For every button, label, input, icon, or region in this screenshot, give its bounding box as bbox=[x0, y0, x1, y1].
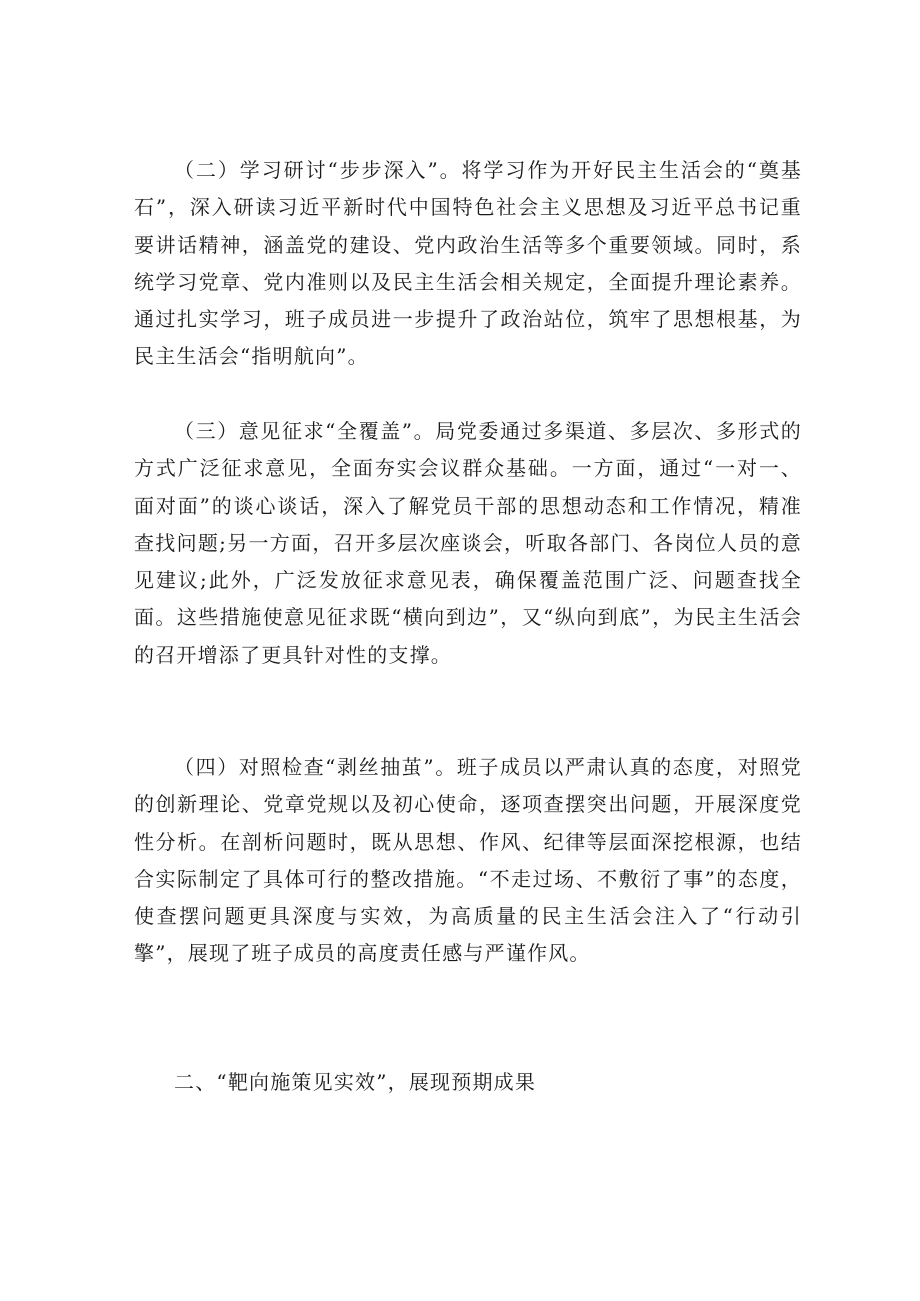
paragraph-study-research: （二）学习研讨“步步深入”。将学习作为开好民主生活会的“奠基石”，深入研读习近平新时代中国特色社会主义思想及习近平总书记重要讲话精神，涵盖党的建设、党内政治生活等多个重要领域。同时，系统学习党章、党内准则以及民主生活会相关规定，全面提升理论素养。通过扎实学习，班子成员进一步提升了政治站位，筑牢了思想根基，为民主生活会“指明航向”。 bbox=[134, 158, 802, 369]
section-heading: 二、“靶向施策见实效”，展现预期成果 bbox=[174, 1070, 537, 1094]
paragraph-opinion-solicitation: （三）意见征求“全覆盖”。局党委通过多渠道、多层次、多形式的方式广泛征求意见，全面夯实会议群众基础。一方面，通过“一对一、面对面”的谈心谈话，深入了解党员干部的思想动态和工作情况，精准查找问题;另一方面，召开多层次座谈会，听取各部门、各岗位人员的意见建议;此外，广泛发放征求意见表，确保覆盖范围广泛、问题查找全面。这些措施使意见征求既“横向到边”，又“纵向到底”，为民主生活会的召开增添了更具针对性的支撑。 bbox=[134, 419, 802, 667]
paragraph-self-examination: （四）对照检查“剥丝抽茧”。班子成员以严肃认真的态度，对照党的创新理论、党章党规以及初心使命，逐项查摆突出问题，开展深度党性分析。在剖析问题时，既从思想、作风、纪律等层面深挖根源，也结合实际制定了具体可行的整改措施。“不走过场、不敷衍了事”的态度，使查摆问题更具深度与实效，为高质量的民主生活会注入了“行动引擎”，展现了班子成员的高度责任感与严谨作风。 bbox=[134, 755, 802, 966]
